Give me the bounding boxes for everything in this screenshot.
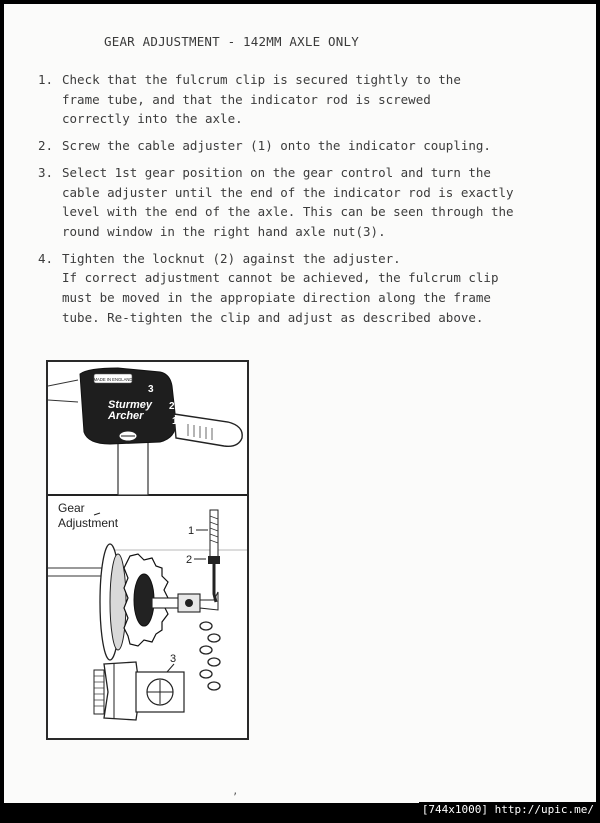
step-number: 1. [38, 72, 54, 87]
locknut-icon [208, 556, 220, 564]
gear-adjustment-figure [46, 360, 249, 740]
step-line: round window in the right hand axle nut(3). [62, 223, 386, 239]
step-text [62, 70, 568, 129]
indicator-chain [214, 564, 216, 602]
instruction-step-3 [38, 163, 568, 242]
step-number: 3. [38, 164, 54, 180]
instruction-step-2 [38, 136, 568, 156]
shifter-illustration [48, 368, 247, 495]
step-number: 4. [38, 250, 54, 266]
step-line: level with the end of the axle. This can be seen through the [62, 204, 514, 220]
step-line: Tighten the locknut (2) against the adjuster. [62, 250, 401, 266]
instruction-step-1 [38, 70, 568, 129]
chain-icon [200, 622, 220, 690]
instruction-step-4 [38, 249, 568, 328]
callout-2: 2 [186, 554, 193, 566]
step-line: Screw the cable adjuster (1) onto the indicator coupling. [62, 138, 491, 154]
figure-illustration [48, 362, 247, 738]
step-line: Select 1st gear position on the gear control and turn the [62, 164, 491, 180]
step-line: If correct adjustment cannot be achieved, the fulcrum clip [62, 270, 499, 286]
step-line: cable adjuster until the end of the indicator rod is exactly [62, 184, 514, 200]
axle-nut-icon [104, 662, 140, 720]
document-page [4, 4, 596, 803]
shifter-lever [174, 414, 242, 446]
callout-3: 3 [170, 653, 177, 665]
gear-number-1: 1 [172, 416, 178, 427]
step-line: tube. Re-tighten the clip and adjust as described above. [62, 309, 484, 325]
image-watermark: [744x1000] http://upic.me/ [419, 802, 597, 822]
brand-line-1: Sturmey [108, 399, 153, 411]
axle-end [94, 670, 104, 714]
gear-adjustment-detail [48, 501, 247, 720]
step-text [62, 163, 568, 242]
page-mark: ’ [232, 792, 239, 803]
gear-number-2: 2 [169, 401, 175, 412]
step-line: frame tube, and that the indicator rod is screwed [62, 91, 431, 107]
cable-line [48, 380, 78, 386]
step-line: must be moved in the appropiate direction along the frame [62, 290, 491, 306]
step-number: 2. [38, 138, 54, 154]
instruction-list [38, 70, 568, 334]
step-line: correctly into the axle. [62, 111, 243, 127]
detail-label-line-1: Gear [58, 501, 85, 515]
gear-number-3: 3 [148, 384, 154, 395]
step-text [62, 136, 568, 156]
cable-line [48, 400, 78, 402]
step-text [62, 249, 568, 328]
detail-label-line-2: Adjustment [58, 516, 119, 530]
step-line: Check that the fulcrum clip is secured tightly to the [62, 72, 461, 87]
brand-line-2: Archer [108, 410, 144, 422]
badge-text: MADE IN ENGLAND [93, 377, 133, 382]
callout-1: 1 [188, 525, 195, 537]
document-title: GEAR ADJUSTMENT - 142MM AXLE ONLY [104, 34, 359, 49]
